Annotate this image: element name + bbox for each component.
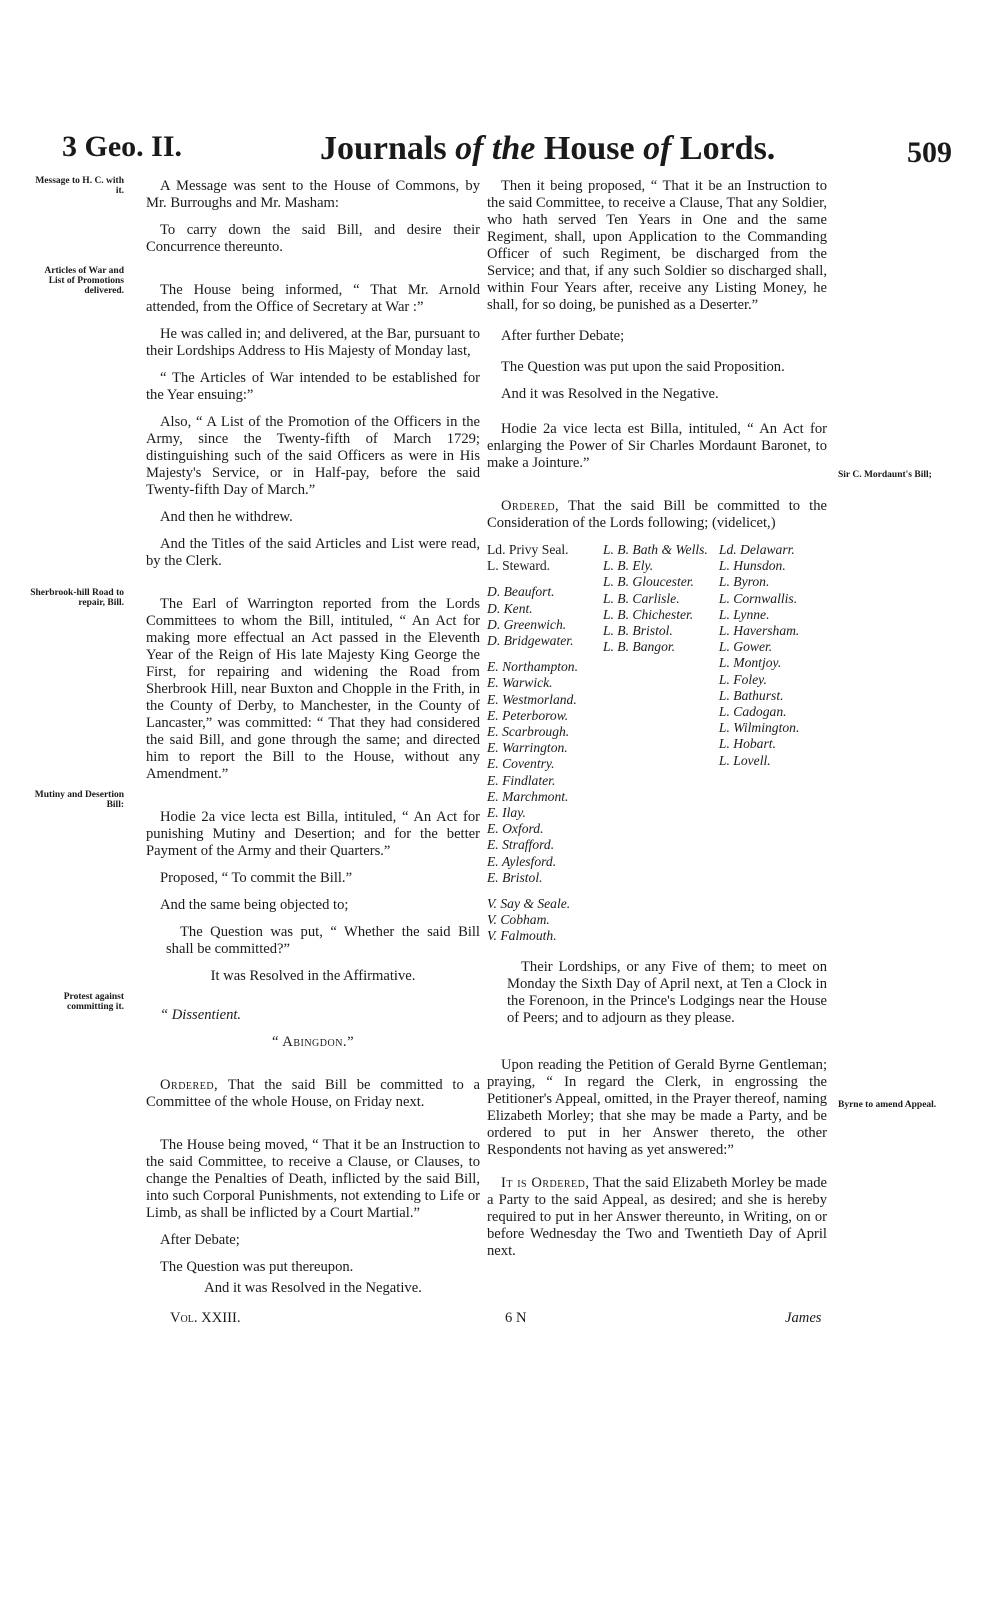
signature-mark: 6 N bbox=[505, 1310, 527, 1326]
list-item: L. B. Gloucester. bbox=[602, 574, 694, 590]
list-item: L. Cadogan. bbox=[718, 704, 787, 720]
list-item: L. Wilmington. bbox=[718, 720, 800, 736]
margin-note-articles: Articles of War and List of Promotions delivered. bbox=[44, 266, 124, 296]
list-item: V. Cobham. bbox=[487, 912, 550, 928]
paragraph: After Debate; bbox=[160, 1232, 240, 1248]
list-item: V. Falmouth. bbox=[487, 928, 557, 944]
paragraph: To carry down the said Bill, and desire their Concurrence thereunto. bbox=[146, 222, 480, 255]
paragraph: He was called in; and delivered, at the Bar, pursuant to their Lordships Address to His Majesty of Monday last, bbox=[146, 326, 480, 359]
paragraph: A Message was sent to the House of Commons, by Mr. Burroughs and Mr. Masham: bbox=[146, 178, 480, 211]
list-item: D. Beaufort. bbox=[487, 584, 555, 600]
right-column bbox=[487, 178, 827, 1270]
paragraph: And the Titles of the said Articles and List were read, by the Clerk. bbox=[146, 536, 480, 569]
paragraph: Their Lordships, or any Five of them; to meet on Monday the Sixth Day of April next, at Ten a Clock in the Forenoon, in the Prince's Lodgings near the House of Peers; and to adjourn as they please. bbox=[507, 958, 827, 1026]
paragraph: It is Ordered, That the said Elizabeth Morley be made a Party to the said Appeal, as desired; and she is hereby required to put in her Answer thereunto, in Writing, on or before Wednesday the Two and Twentieth Day of April next. bbox=[487, 1174, 827, 1259]
paragraph: The Earl of Warrington reported from the Lords Committees to whom the Bill, intituled, “ An Act for making more effectual an Act passed in the Eleventh Year of the Reign of His late Majesty King George the First, for repairing and widening the Road from Sherbrook Hill, near Buxton and Chopple in the Frith, in the County of Derby, to Manchester, in the County of Lancaster,” was committed: “ That they had considered the said Bill, and gone through the same; and directed him to report the Bill to the House, without any Amendment.” bbox=[146, 596, 480, 782]
margin-note-mutiny: Mutiny and Desertion Bill: bbox=[34, 790, 124, 810]
paragraph: After further Debate; bbox=[501, 328, 625, 344]
list-item: L. B. Carlisle. bbox=[602, 590, 680, 606]
list-item: L. B. Bath & Wells. bbox=[602, 542, 708, 557]
list-item: D. Greenwich. bbox=[487, 616, 567, 632]
list-item: E. Northampton. bbox=[487, 659, 579, 675]
list-item: L. Cornwallis. bbox=[718, 590, 798, 606]
list-item: D. Kent. bbox=[487, 600, 533, 616]
margin-note-sherbrook: Sherbrook-hill Road to repair, Bill. bbox=[30, 588, 124, 608]
dissent-signature: “ Abingdon.” bbox=[271, 1034, 355, 1050]
dissent-line: “ Dissentient. bbox=[160, 1007, 242, 1023]
paragraph: “ The Articles of War intended to be established for the Year ensuing:” bbox=[146, 370, 480, 403]
lords-list bbox=[487, 542, 827, 945]
list-item: L. B. Chichester. bbox=[602, 606, 694, 622]
margin-note-byrne: Byrne to amend Appeal. bbox=[838, 1100, 937, 1110]
list-item: E. Aylesford. bbox=[487, 853, 557, 869]
list-item: L. Gower. bbox=[718, 639, 773, 655]
paragraph: Then it being proposed, “ That it be an Instruction to the said Committee, to receive a Clause, That any Soldier, who hath served Ten Years in One and the same Regiment, shall, upon Application to the Commanding Officer of such Regiment, be discharged from the Service; and that, if any such Soldier so discharged shall, within Four Years after, receive any Listing Money, he shall, for so doing, be punished as a Deserter.” bbox=[487, 178, 827, 313]
paragraph: And the same being objected to; bbox=[160, 897, 349, 913]
page-header bbox=[62, 130, 952, 180]
list-item: L. Foley. bbox=[718, 671, 767, 687]
paragraph: Also, “ A List of the Promotion of the Officers in the Army, since the Twenty-fifth of March 1729; distinguishing such of the said Officers as were in His Majesty's Service, or in Half-pay, before the said Twenty-fifth Day of March.” bbox=[146, 414, 480, 498]
list-item: E. Oxford. bbox=[487, 821, 544, 837]
catchword: James bbox=[785, 1310, 822, 1326]
list-item: Ld. Delawarr. bbox=[718, 542, 795, 557]
list-item: L. B. Bristol. bbox=[602, 623, 673, 639]
paragraph: Hodie 2a vice lecta est Billa, intituled, “ An Act for enlarging the Power of Sir Charles Mordaunt Baronet, to make a Jointure.” bbox=[487, 421, 827, 471]
paragraph: Hodie 2a vice lecta est Billa, intituled, “ An Act for punishing Mutiny and Desertion; and for the better Payment of the Army and their Quarters.” bbox=[146, 809, 480, 859]
lords-list-column-1 bbox=[487, 542, 603, 945]
list-item: E. Ilay. bbox=[487, 805, 526, 821]
list-item: E. Warwick. bbox=[487, 675, 553, 691]
list-item: E. Scarbrough. bbox=[487, 724, 570, 740]
list-item: E. Warrington. bbox=[487, 740, 568, 756]
paragraph: The Question was put, “ Whether the said Bill shall be committed?” bbox=[166, 924, 480, 957]
margin-note-message: Message to H. C. with it. bbox=[35, 176, 124, 196]
paragraph: The House being moved, “ That it be an Instruction to the said Committee, to receive a Clause, or Clauses, to change the Penalties of Death, inflicted by the said Bill, into such Corporal Punishments, not extending to Life or Limb, as shall be inflicted by a Court Martial.” bbox=[146, 1137, 480, 1221]
list-item: L. Hobart. bbox=[718, 736, 776, 752]
paragraph: The Question was put upon the said Proposition. bbox=[501, 359, 785, 375]
list-item: L. Montjoy. bbox=[718, 655, 782, 671]
paragraph: Proposed, “ To commit the Bill.” bbox=[160, 870, 353, 886]
paragraph: Upon reading the Petition of Gerald Byrne Gentleman; praying, “ In regard the Clerk, in engrossing the Petitioner's Appeal, omitted, in the Prayer thereof, naming Elizabeth Morley; that she may be made a Party, and be ordered to put in her Answer thereto, the other Respondents not having as yet answered:” bbox=[487, 1056, 827, 1158]
list-item: L. Byron. bbox=[718, 574, 770, 590]
list-item: L. Lynne. bbox=[718, 606, 770, 622]
volume-number: Vol. XXIII. bbox=[170, 1310, 241, 1326]
list-item: E. Westmorland. bbox=[487, 691, 577, 707]
paragraph: The House being informed, “ That Mr. Arnold attended, from the Office of Secretary at War :” bbox=[146, 282, 480, 315]
reign-heading: 3 Geo. II. bbox=[62, 130, 182, 163]
list-item: Ld. Privy Seal. bbox=[487, 542, 569, 557]
paragraph: And it was Resolved in the Negative. bbox=[501, 386, 719, 402]
list-item: V. Say & Seale. bbox=[487, 896, 571, 912]
journal-title: Journals of the House of Lords. bbox=[320, 130, 776, 167]
lords-list-column-3 bbox=[719, 542, 827, 945]
list-item: E. Strafford. bbox=[487, 837, 555, 853]
paragraph: It was Resolved in the Affirmative. bbox=[210, 968, 416, 984]
list-item: L. Steward. bbox=[487, 558, 551, 574]
paragraph: Ordered, That the said Bill be committed to a Committee of the whole House, on Friday next. bbox=[146, 1077, 480, 1110]
list-item: E. Bristol. bbox=[487, 869, 543, 885]
lords-group-officers bbox=[487, 542, 603, 574]
paragraph: The Question was put thereupon. bbox=[160, 1259, 354, 1275]
left-column bbox=[146, 178, 480, 1307]
list-item: L. Lovell. bbox=[718, 752, 771, 768]
list-item: L. Bathurst. bbox=[718, 687, 784, 703]
list-item: E. Marchmont. bbox=[487, 788, 569, 804]
lords-list-column-2 bbox=[603, 542, 719, 945]
margin-note-mordaunt: Sir C. Mordaunt's Bill; bbox=[838, 470, 932, 480]
paragraph: Ordered, That the said Bill be committed to the Consideration of the Lords following; (videlicet,) bbox=[487, 498, 827, 531]
list-item: L. Haversham. bbox=[718, 623, 800, 639]
margin-note-protest: Protest against committing it. bbox=[63, 992, 124, 1012]
list-item: L. B. Ely. bbox=[602, 558, 654, 574]
list-item: E. Coventry. bbox=[487, 756, 555, 772]
list-item: D. Bridgewater. bbox=[487, 633, 574, 649]
page-number: 509 bbox=[907, 136, 952, 169]
list-item: E. Peterborow. bbox=[487, 707, 569, 723]
list-item: E. Findlater. bbox=[487, 772, 556, 788]
list-item: L. B. Bangor. bbox=[602, 639, 676, 655]
paragraph: And it was Resolved in the Negative. bbox=[204, 1280, 422, 1296]
list-item: L. Hunsdon. bbox=[718, 558, 786, 574]
paragraph: And then he withdrew. bbox=[160, 509, 293, 525]
